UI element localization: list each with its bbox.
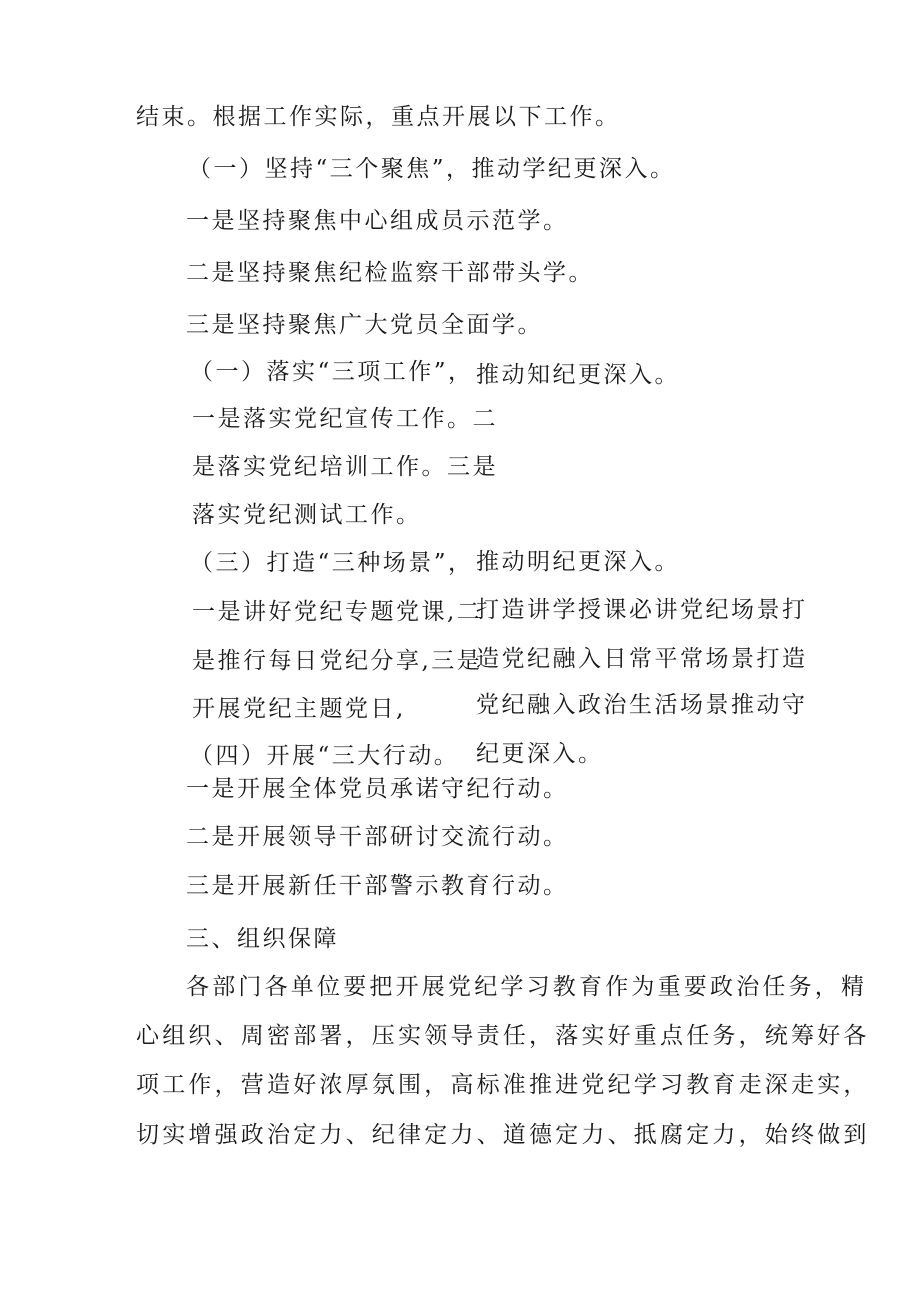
section-heading: （三）打造“三种场景”， bbox=[190, 550, 474, 576]
text-line: 一是坚持聚焦中心组成员示范学。 bbox=[186, 208, 569, 234]
text-line: 三是开展新任干部警示教育行动。 bbox=[186, 873, 569, 899]
text-line: 一是讲好党纪专题党课,二 bbox=[192, 599, 483, 625]
text-line: 开展党纪主题党日, bbox=[192, 696, 406, 722]
text-line: 结束。根据工作实际，重点开展以下工作。 bbox=[136, 104, 621, 130]
text-line: 纪更深入。 bbox=[476, 741, 604, 767]
text-line: 党纪融入政治生活场景推动守 bbox=[476, 692, 808, 718]
paragraph-line: 心组织、周密部署，压实领导责任，落实好重点任务，统筹好各 bbox=[136, 1023, 870, 1049]
text-line: 推动知纪更深入。 bbox=[476, 362, 680, 388]
paragraph-line: 切实增强政治定力、纪律定力、道德定力、抵腐定力，始终做到 bbox=[136, 1122, 870, 1148]
text-line: 打造讲学授课必讲党纪场景打 bbox=[476, 597, 808, 623]
text-line: 一是落实党纪宣传工作。二 bbox=[192, 406, 498, 432]
section-heading: （四）开展“三大行动。 bbox=[190, 743, 460, 769]
text-line: 推动明纪更深入。 bbox=[476, 549, 680, 575]
text-line: 是推行每日党纪分享,三是 bbox=[192, 648, 483, 674]
text-line: 二是开展领导干部研讨交流行动。 bbox=[186, 824, 569, 850]
paragraph-line: 项工作，营造好浓厚氛围，高标准推进党纪学习教育走深走实， bbox=[136, 1072, 870, 1098]
text-line: 三是坚持聚焦广大党员全面学。 bbox=[186, 312, 543, 338]
text-line: 是落实党纪培训工作。三是 bbox=[192, 454, 498, 480]
text-line: 二是坚持聚焦纪检监察干部带头学。 bbox=[186, 260, 594, 286]
text-line: 一是开展全体党员承诺守纪行动。 bbox=[186, 776, 569, 802]
text-line: 造党纪融入日常平常场景打造 bbox=[476, 646, 808, 672]
section-heading: （一）坚持“三个聚焦”，推动学纪更深入。 bbox=[188, 156, 676, 182]
section-heading: （一）落实“三项工作”， bbox=[190, 359, 474, 385]
section-title: 三、组织保障 bbox=[186, 926, 339, 952]
text-line: 落实党纪测试工作。 bbox=[192, 502, 422, 528]
paragraph-line: 各部门各单位要把开展党纪学习教育作为重要政治任务，精 bbox=[186, 974, 868, 1000]
